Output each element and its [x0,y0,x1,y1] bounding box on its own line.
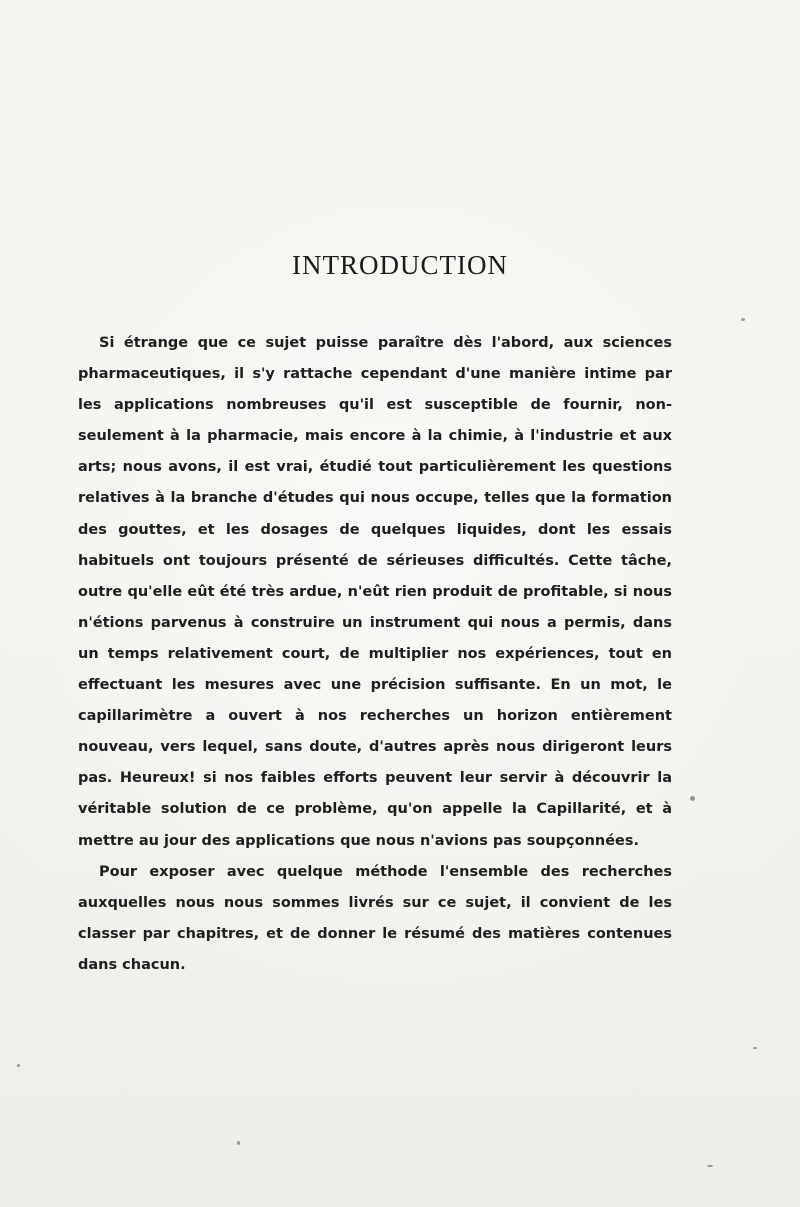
page-title: INTRODUCTION [292,250,508,280]
scan-speck [741,318,745,321]
body-text [78,328,672,981]
scan-speck [17,1064,20,1067]
scan-speck [753,1047,757,1049]
paragraph-1: Si étrange que ce sujet puisse paraître dès l'abord, aux sciences pharmaceutiques, il s'y rattache cependant d'une manière intime par les applications nombreuses qu'il est susceptible de fournir, non-seulement à la pharmacie, mais encore à la chimie, à l'industrie et aux arts; nous avons, il est vrai, étudié tout particulièrement les questions relatives à la branche d'études qui nous occupe, telles que la formation des gouttes, et les dosages de quelques liquides, dont les essais habituels ont toujours présenté de sérieuses difficultés. Cette tâche, outre qu'elle eût été très ardue, n'eût rien produit de profitable, si nous n'étions parvenus à construire un instrument qui nous a permis, dans un temps relativement court, de multiplier nos expériences, tout en effectuant les mesures avec une précision suffisante. En un mot, le capillarimètre a ouvert à nos recherches un horizon entièrement nouveau, vers lequel, sans doute, d'autres après nous dirigeront leurs pas. Heureux! si nos faibles efforts peuvent leur servir à découvrir la véritable solution de ce problème, qu'on appelle la Capillarité, et à mettre au jour des applications que nous n'avions pas soupçonnées. [78,335,672,849]
scan-speck [707,1165,713,1167]
scan-speck [690,796,695,801]
paragraph-2: Pour exposer avec quelque méthode l'ensemble des recherches auxquelles nous nous sommes livrés sur ce sujet, il convient de les classer par chapitres, et de donner le résumé des matières contenues dans chacun. [78,863,672,973]
scan-speck [237,1141,240,1145]
